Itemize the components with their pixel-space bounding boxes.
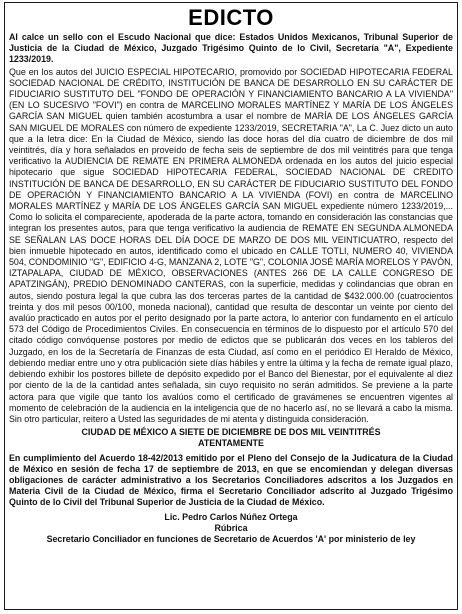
closing-line: ATENTAMENTE [198, 438, 264, 449]
edict-notice [4, 2, 458, 610]
place-date-line: CIUDAD DE MÉXICO A SIETE DE DICIEMBRE DE DOS MIL VEINTITRÉS [81, 427, 381, 438]
signature-rubrica: Rúbrica [214, 522, 248, 533]
signer-name: Lic. Pedro Carlos Núñez Ortega [164, 511, 298, 522]
seal-intro-paragraph: Al calce un sello con el Escudo Nacional que dice: Estados Unidos Mexicanos, Tribunal Superior de Justicia de la Ciudad de México, Juzgado Trigésimo Quinto de lo Civil, Secretaría "A", Expediente 1233/2019. [9, 32, 453, 65]
edict-body-paragraph: Que en los autos del JUICIO ESPECIAL HIPOTECARIO, promovido por SOCIEDAD HIPOTECARIA FEDERAL SOCIEDAD NACIONAL DE CRÉDITO, INSTITUCIÓN DE BANCA DE DESARROLLO EN SU CARÁCTER DE FIDUCIARIO SUSTITUTO DEL "FONDO DE OPERACIÓN Y FINANCIAMIENTO BANCARIO A LA VIVIENDA" (EN LO SUCESIVO "FOVI") en contra de MARCELINO MORALES MARTÍNEZ Y MARÍA DE LOS ÁNGELES GARCÍA SAN MIGUEL quien también acostumbra a usar el nombre de MARÍA DE LOS ÁNGELES GARCÍA SAN MIGUEL DE MORALES con número de expediente 1233/2019, SECRETARIA "A", La C. Juez dicto un auto que a la letra dice: En la Ciudad de México, siendo las doce horas del día cuatro de diciembre de dos mil veintitrés, día y hora señalados en proveído de fecha seis de septiembre de dos mil veintitrés para que tenga verificativo la AUDIENCIA DE REMATE EN PRIMERA ALMONEDA ordenada en los autos del juicio especial hipotecario que sigue SOCIEDAD HIPOTECARIA FEDERAL, SOCIEDAD NACIONAL DE CREDITO INSTITUCIÓN DE BANCA DE DESARROLLO, EN SU CARÁCTER DE FIDUCIARIO SUSTITUTO DEL FONDO DE OPERACIÓN Y FINANCIAMIENTO BANCARIO A LA VIVIENDA (FOVI) en contra de MARCELINO MORALES MARTÍNEZ y MARÍA DE LOS ÁNGELES GARCÍA SAN MIGUEL expediente número 1233/2019,... Como lo solicita el compareciente, apoderada de la parte actora, tomando en consideración las constancias que integran los presentes autos, para que tenga verificativo la audiencia de REMATE EN SEGUNDA ALMONEDA SE SEÑALAN LAS DOCE HORAS DEL DÍA DOCE DE MARZO DE DOS MIL VEINTICUATRO, respecto del bien inmueble hipotecado en autos, identificado como el ubicado en CALLE TOTLI, NUMERO 40, VIVIENDA 504, CONDOMINIO "G", EDIFICIO 4-G, MANZANA 2, LOTE "G", COLONIA JOSÉ MARÍA MORELOS Y PAVÓN, IZTAPALAPA, CIUDAD DE MÉXICO, OBSERVACIONES (ANTES 266 DE LA CALLE CONGRESO DE APATZINGÁN), PREDIO DENOMINADO CANTERAS, con la superficie, medidas y colindancias que obran en autos, siendo postura legal la que cubra las dos terceras partes de la cantidad de $432.000.00 (cuatrocientos treinta y dos mil pesos 00/100, moneda nacional), cantidad que resulta de descontar un veinte por ciento del avalúo practicado en autos por el perito designado por la parte actora, lo anterior con fundamento en el artículo 573 del Código de Procedimientos Civiles. En consecuencia en términos de lo dispuesto por el artículo 570 del citado código convóquense postores por medio de edictos que se publicarán dos veces en los tableros del Juzgado, en los de la Secretaría de Finanzas de esta Ciudad, así como en el periódico El Heraldo de México, debiendo mediar entre uno y otra publicación siete días hábiles y entre la última y la fecha de remate igual plazo, debiendo exhibir los postores billete de depósito expedido por el Banco del Bienestar, por el equivalente al diez por ciento de la de la cantidad antes señalada, sin cuyo requisito no serán admitidos. Se previene a la parte actora para que vigile que tanto los avalúos como el certificado de gravámenes se encuentren vigentes al momento de celebración de la audiencia en la inteligencia que de no hacerlo así, no se llevará a cabo la misma. Sin otro particular, reitero a Usted las seguridades de mi atenta y distinguida consideración. [9, 66, 454, 424]
edict-title: EDICTO [188, 5, 274, 30]
legal-note-paragraph: En cumplimiento del Acuerdo 18-42/2013 emitido por el Pleno del Consejo de la Judicatura de la Ciudad de México en sesión de fecha 17 de septiembre de 2013, en que se encomiendan y delegan diversas obligaciones de carácter administrativo a los Secretarios Conciliadores adscritos a los Juzgados en Materia Civil de la Ciudad de México, firma el Secretario Conciliador adscrito al Juzgado Trigésimo Quinto de lo Civil del Tribunal Superior de Justicia de la Ciudad de México. [9, 452, 453, 508]
signer-role: Secretario Conciliador en funciones de Secretario de Acuerdos 'A' por ministerio de ley [46, 533, 416, 544]
